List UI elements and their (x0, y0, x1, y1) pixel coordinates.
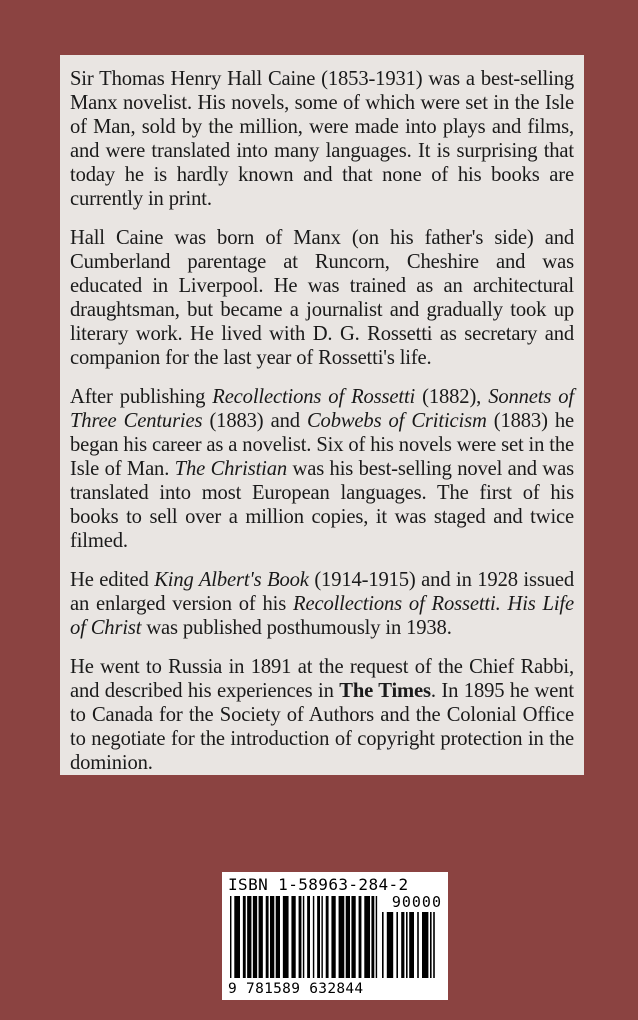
newspaper-title-bold: The Times (339, 680, 431, 702)
paragraph-early-life: Hall Caine was born of Manx (on his father's side) and Cumberland parentage at Runcorn, Cheshire and was educated in Liverpool. He was trained as an architectural draughtsman, but became a journalist and gradually took up literary work. He lived with D. G. Rossetti as secretary and companion for the last year of Rossetti's life. (70, 227, 574, 369)
book-title-italic: The Christian (174, 458, 288, 480)
barcode-bar (307, 896, 310, 978)
barcode-bar (283, 896, 289, 978)
barcode-bar (299, 896, 302, 978)
text-span: After publishing (70, 386, 213, 408)
barcode-bar (346, 896, 350, 978)
barcode-bar (382, 912, 384, 978)
barcode-bar (430, 912, 432, 978)
barcode-bar (266, 896, 269, 978)
barcode-bar (371, 896, 374, 978)
barcode-bar (417, 912, 419, 978)
book-title-italic: Cobwebs of Criticism (306, 410, 487, 432)
text-span: was published posthumously in 1938. (141, 617, 452, 639)
text-span: (1914-1915) and in 1928 issued an enlarged version of his (70, 569, 574, 615)
barcode-bar (243, 896, 246, 978)
text-span: was his best-selling novel and was translated into most European languages. The first of his books to sell over a million copies, it was staged and twice filmed. (70, 458, 574, 552)
barcode-bar (247, 896, 251, 978)
paragraph-later-works (70, 568, 574, 640)
barcode-bar (387, 912, 393, 978)
barcode-bar (270, 896, 274, 978)
barcode-bar (321, 896, 322, 978)
text-span: (1883) and (202, 410, 307, 432)
barcode-bar (339, 896, 345, 978)
barcode-bar (276, 896, 280, 978)
barcode-bar (406, 912, 408, 978)
barcode-price-code: 90000 (391, 893, 442, 911)
text-span: (1883) he began his career as a novelist. Six of his novels were set in the Isle of Man. (70, 410, 575, 480)
book-title-italic: Recollections of Rossetti (212, 386, 416, 408)
barcode-bars-addon (382, 912, 438, 978)
barcode-bar (303, 896, 304, 978)
barcode-bar (313, 896, 314, 978)
barcode-bar (351, 896, 355, 978)
barcode-bar (401, 912, 404, 978)
barcode-bar (259, 896, 263, 978)
text-span: He went to Russia in 1891 at the request of the Chief Rabbi, and described his experiences in (70, 656, 574, 702)
paragraph-travels (70, 655, 574, 775)
barcode-bar (422, 912, 428, 978)
barcode-digits: 9 781589 632844 (228, 981, 364, 997)
text-span: (1882), (415, 386, 489, 408)
barcode-bar (409, 912, 414, 978)
book-title-italic: Sonnets of Three Centuries (70, 386, 574, 432)
barcode-bar (376, 896, 377, 978)
text-span: He edited (70, 569, 155, 591)
barcode-bars-ean13 (230, 896, 380, 978)
isbn-label: ISBN 1-58963-284-2 (228, 875, 409, 894)
barcode-bar (317, 896, 320, 978)
isbn-barcode (222, 872, 448, 1000)
barcode-bar (396, 912, 398, 978)
barcode-bar (364, 896, 370, 978)
text-span: . In 1895 he went to Canada for the Society of Authors and the Colonial Office to negotiate for the introduction of copyright protection in the dominion. (70, 680, 574, 774)
book-title-italic: King Albert's Book (154, 569, 309, 591)
paragraph-career (70, 385, 574, 553)
barcode-bar (253, 896, 257, 978)
back-cover-text-panel (60, 55, 584, 775)
book-title-italic: Recollections of Rossetti. His Life of Christ (70, 593, 574, 639)
paragraph-intro: Sir Thomas Henry Hall Caine (1853-1931) was a best-selling Manx novelist. His novels, some of which were set in the Isle of Man, sold by the million, were made into plays and films, and were translated into many languages. It is surprising that today he is hardly known and that none of his books are currently in print. (70, 68, 574, 210)
barcode-bar (234, 896, 240, 978)
barcode-bar (291, 896, 295, 978)
barcode-bar (433, 912, 435, 978)
barcode-bar (331, 896, 335, 978)
barcode-bar (359, 896, 362, 978)
barcode-bar (326, 896, 329, 978)
barcode-bar (230, 896, 231, 978)
